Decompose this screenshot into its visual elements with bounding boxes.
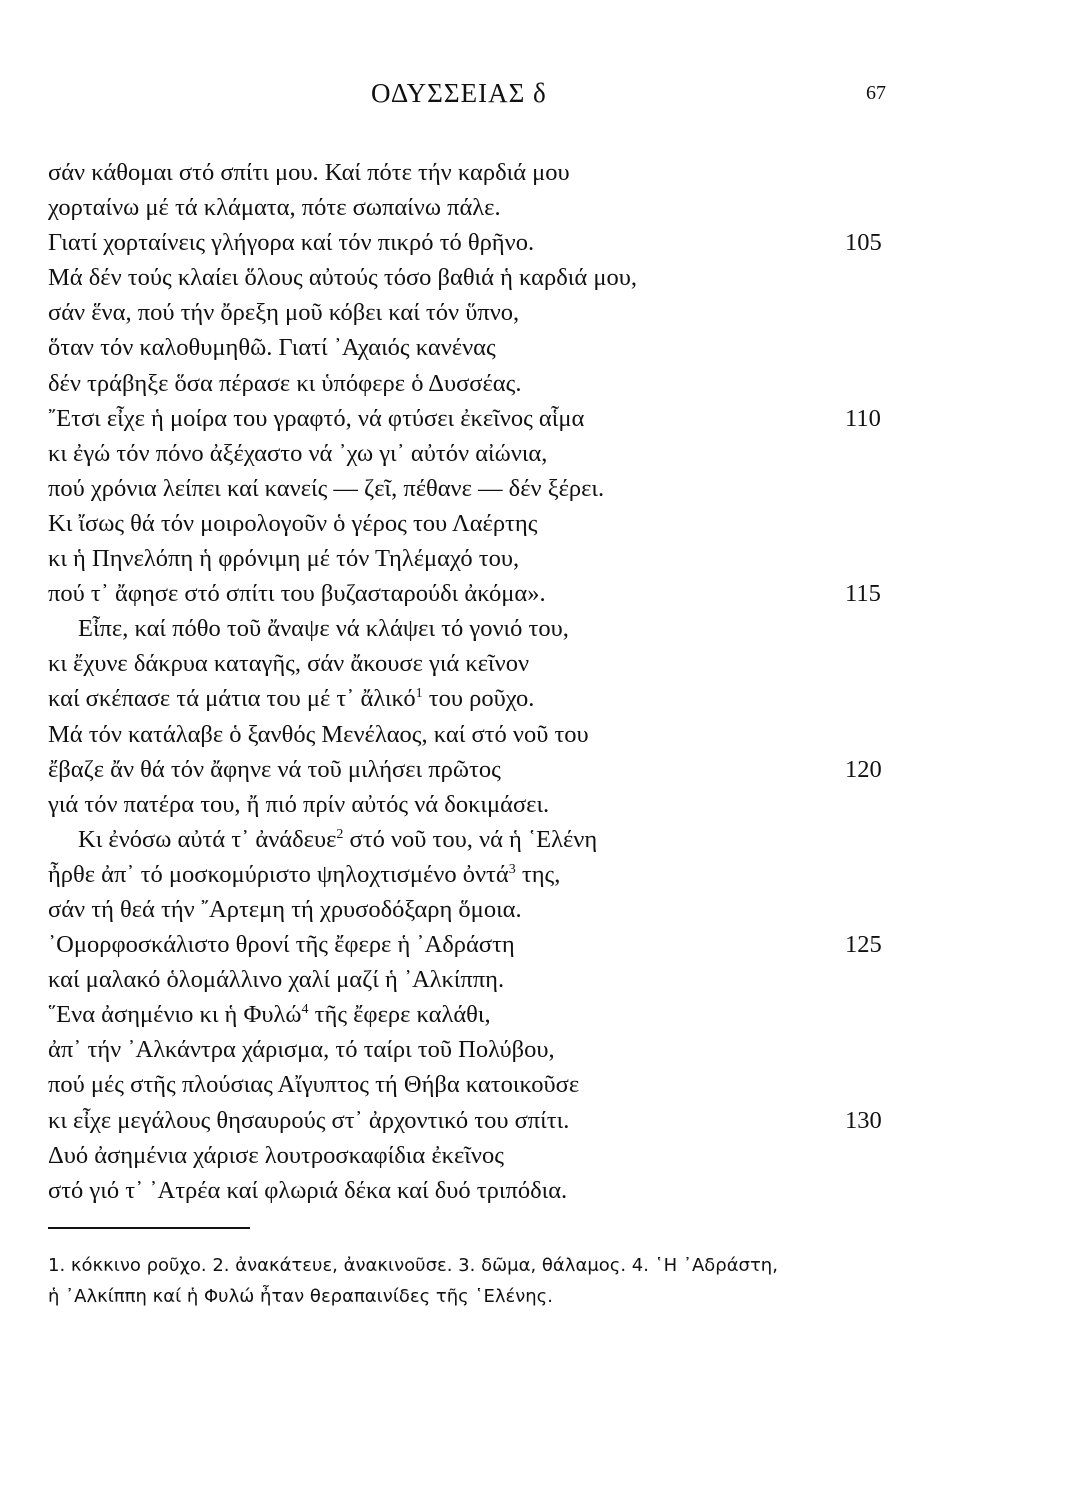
verse-line — [48, 260, 898, 295]
verse-line — [48, 857, 898, 892]
verse-text-part: σάν τή θεά τήν ῎Αρτεμη τή χρυσοδόξαρη ὅμοια. — [48, 895, 522, 923]
verse-text — [48, 822, 597, 857]
verse-text — [48, 401, 584, 436]
line-number: 105 — [845, 229, 882, 257]
verse-line — [48, 576, 898, 611]
verse-line — [48, 611, 898, 646]
verse-text-part: ῞Ενα ἀσημένιο κι ἡ Φυλώ — [48, 1001, 302, 1029]
verse-text-part: πού χρόνια λείπει καί κανείς — ζεῖ, πέθανε — δέν ξέρει. — [48, 474, 605, 502]
page-header — [0, 78, 1085, 118]
line-number: 110 — [845, 404, 881, 432]
line-number: 125 — [845, 931, 882, 959]
line-number: 130 — [845, 1106, 882, 1134]
verse-text — [48, 646, 529, 681]
verse-text — [48, 1138, 504, 1173]
verse-line — [48, 541, 898, 576]
verse-text — [48, 1067, 579, 1102]
verse-text — [48, 155, 570, 190]
verse-line — [48, 1173, 898, 1208]
verse-line — [48, 225, 898, 260]
verse-text — [48, 1103, 569, 1138]
verse-text — [48, 717, 589, 752]
verse-text — [48, 541, 519, 576]
footnote-divider — [48, 1227, 250, 1229]
verse-line — [48, 646, 898, 681]
verse-text-part: Κι ἴσως θά τόν μοιρολογοῦν ὁ γέρος του Λαέρτης — [48, 509, 538, 537]
verse-text-part: κι ἡ Πηνελόπη ἡ φρόνιμη μέ τόν Τηλέμαχό του, — [48, 545, 520, 573]
verse-line — [48, 752, 898, 787]
verse-line — [48, 1103, 898, 1138]
footnotes — [48, 1250, 898, 1312]
verse-text — [48, 295, 519, 330]
verse-text — [48, 366, 521, 401]
verse-text-part: ἀπ᾿ τήν ᾿Αλκάντρα χάρισμα, τό ταίρι τοῦ Πολύβου, — [48, 1036, 555, 1064]
verse-line — [48, 366, 898, 401]
verse-text-part: ῎Ετσι εἶχε ἡ μοίρα του γραφτό, νά φτύσει ἐκεῖνος αἷμα — [48, 404, 585, 432]
verse-text-part: Εἶπε, καί πόθο τοῦ ἄναψε νά κλάψει τό γονιό του, — [78, 615, 569, 643]
verse-text — [48, 611, 569, 646]
running-title: ΟΔΥΣΣΕΙΑΣ δ — [371, 78, 547, 108]
verse-text-part: τῆς ἔφερε καλάθι, — [308, 1001, 491, 1029]
verse-line — [48, 401, 898, 436]
verse-text — [48, 787, 549, 822]
verse-text — [48, 576, 546, 611]
verse-line — [48, 155, 898, 190]
verse-text-part: καί σκέπασε τά μάτια του μέ τ᾿ ἄλικό — [48, 685, 416, 713]
footnote-marker: 1 — [415, 686, 423, 702]
verse-text-part: ᾿Ομορφοσκάλιστο θρονί τῆς ἔφερε ἡ ᾿Αδράστη — [48, 931, 515, 959]
footnote-marker: 3 — [508, 861, 516, 877]
verse-text — [48, 927, 515, 962]
verse-text-part: Μά τόν κατάλαβε ὁ ξανθός Μενέλαος, καί στό νοῦ του — [48, 720, 589, 748]
verse-text-part: πού μές στῆς πλούσιας Αἴγυπτος τή Θήβα κατοικοῦσε — [48, 1071, 580, 1099]
verse-text — [48, 471, 604, 506]
verse-text-part: γιά τόν πατέρα του, ἤ πιό πρίν αὐτός νά δοκιμάσει. — [48, 790, 550, 818]
verse-line — [48, 822, 898, 857]
verse-line — [48, 471, 898, 506]
verse-line — [48, 681, 898, 716]
verse-line — [48, 190, 898, 225]
verse-text-part: κι ἔχυνε δάκρυα καταγῆς, σάν ἄκουσε γιά κεῖνον — [48, 650, 530, 678]
verse-text-part: ὅταν τόν καλοθυμηθῶ. Γιατί ᾿Αχαιός κανένας — [48, 334, 496, 362]
verse-text-part: κι εἶχε μεγάλους θησαυρούς στ᾿ ἀρχοντικό του σπίτι. — [48, 1106, 570, 1134]
verse-line — [48, 997, 898, 1032]
footnote-line: ἡ ᾿Αλκίππη καί ἡ Φυλώ ἦταν θεραπαινίδες τῆς ῾Ελένης. — [48, 1286, 553, 1307]
verse-text-part: στό νοῦ του, νά ἡ ῾Ελένη — [343, 825, 598, 853]
verse-text — [48, 436, 547, 471]
verse-text — [48, 681, 534, 716]
verse-text-part: Κι ἐνόσω αὐτά τ᾿ ἀνάδευε — [78, 825, 337, 853]
verse-text — [48, 997, 491, 1032]
verse-text — [48, 892, 522, 927]
verse-line — [48, 927, 898, 962]
verse-text-part: σάν ἕνα, πού τήν ὄρεξη μοῦ κόβει καί τόν ὕπνο, — [48, 299, 520, 327]
verse-line — [48, 436, 898, 471]
verse-text — [48, 330, 496, 365]
line-number: 120 — [845, 755, 882, 783]
line-number: 115 — [845, 580, 881, 608]
verse-text — [48, 225, 534, 260]
verse-line — [48, 295, 898, 330]
verse-text — [48, 857, 560, 892]
footnote-marker: 4 — [301, 1002, 309, 1018]
verse-text-part: της, — [515, 860, 561, 888]
verse-text-part: του ροῦχο. — [422, 685, 535, 713]
verse-text — [48, 190, 501, 225]
verse-line — [48, 330, 898, 365]
verse-text-part: χορταίνω μέ τά κλάματα, πότε σωπαίνω πάλε. — [48, 194, 501, 222]
verse-text-part: Μά δέν τούς κλαίει ὅλους αὐτούς τόσο βαθιά ἡ καρδιά μου, — [48, 264, 637, 292]
verse-line — [48, 1032, 898, 1067]
verse-text-part: ἦρθε ἀπ᾿ τό μοσκομύριστο ψηλοχτισμένο ὀντά — [48, 860, 509, 888]
verse-text — [48, 1032, 555, 1067]
verse-text-part: στό γιό τ᾿ ᾿Ατρέα καί φλωριά δέκα καί δυό τριπόδια. — [48, 1176, 568, 1204]
page-number: 67 — [866, 82, 886, 104]
verse-line — [48, 962, 898, 997]
verse-text-part: Γιατί χορταίνεις γλήγορα καί τόν πικρό τό θρῆνο. — [48, 229, 535, 257]
poem-body — [48, 155, 898, 1208]
verse-text-part: ἔβαζε ἄν θά τόν ἄφηνε νά τοῦ μιλήσει πρῶτος — [48, 755, 501, 783]
verse-line — [48, 892, 898, 927]
verse-text-part: καί μαλακό ὁλομάλλινο χαλί μαζί ἡ ᾿Αλκίππη. — [48, 966, 505, 994]
verse-text-part: Δυό ἀσημένια χάρισε λουτροσκαφίδια ἐκεῖνος — [48, 1141, 504, 1169]
verse-text — [48, 506, 537, 541]
verse-line — [48, 787, 898, 822]
verse-line — [48, 1138, 898, 1173]
footnote-marker: 2 — [336, 826, 344, 842]
footnote-line: 1. κόκκινο ροῦχο. 2. ἀνακάτευε, ἀνακινοῦσε. 3. δῶμα, θάλαμος. 4. ῾Η ᾿Αδράστη, — [48, 1255, 778, 1276]
verse-text-part: πού τ᾿ ἄφησε στό σπίτι του βυζασταρούδι ἀκόμα». — [48, 580, 546, 608]
verse-text-part: δέν τράβηξε ὅσα πέρασε κι ὑπόφερε ὁ Δυσσέας. — [48, 369, 522, 397]
verse-text — [48, 260, 637, 295]
verse-line — [48, 506, 898, 541]
verse-text — [48, 1173, 567, 1208]
verse-line — [48, 1067, 898, 1102]
verse-text-part: κι ἐγώ τόν πόνο ἀξέχαστο νά ᾿χω γι᾿ αὐτόν αἰώνια, — [48, 439, 548, 467]
verse-text-part: σάν κάθομαι στό σπίτι μου. Καί πότε τήν καρδιά μου — [48, 159, 570, 186]
verse-text — [48, 962, 504, 997]
verse-line — [48, 717, 898, 752]
verse-text — [48, 752, 501, 787]
